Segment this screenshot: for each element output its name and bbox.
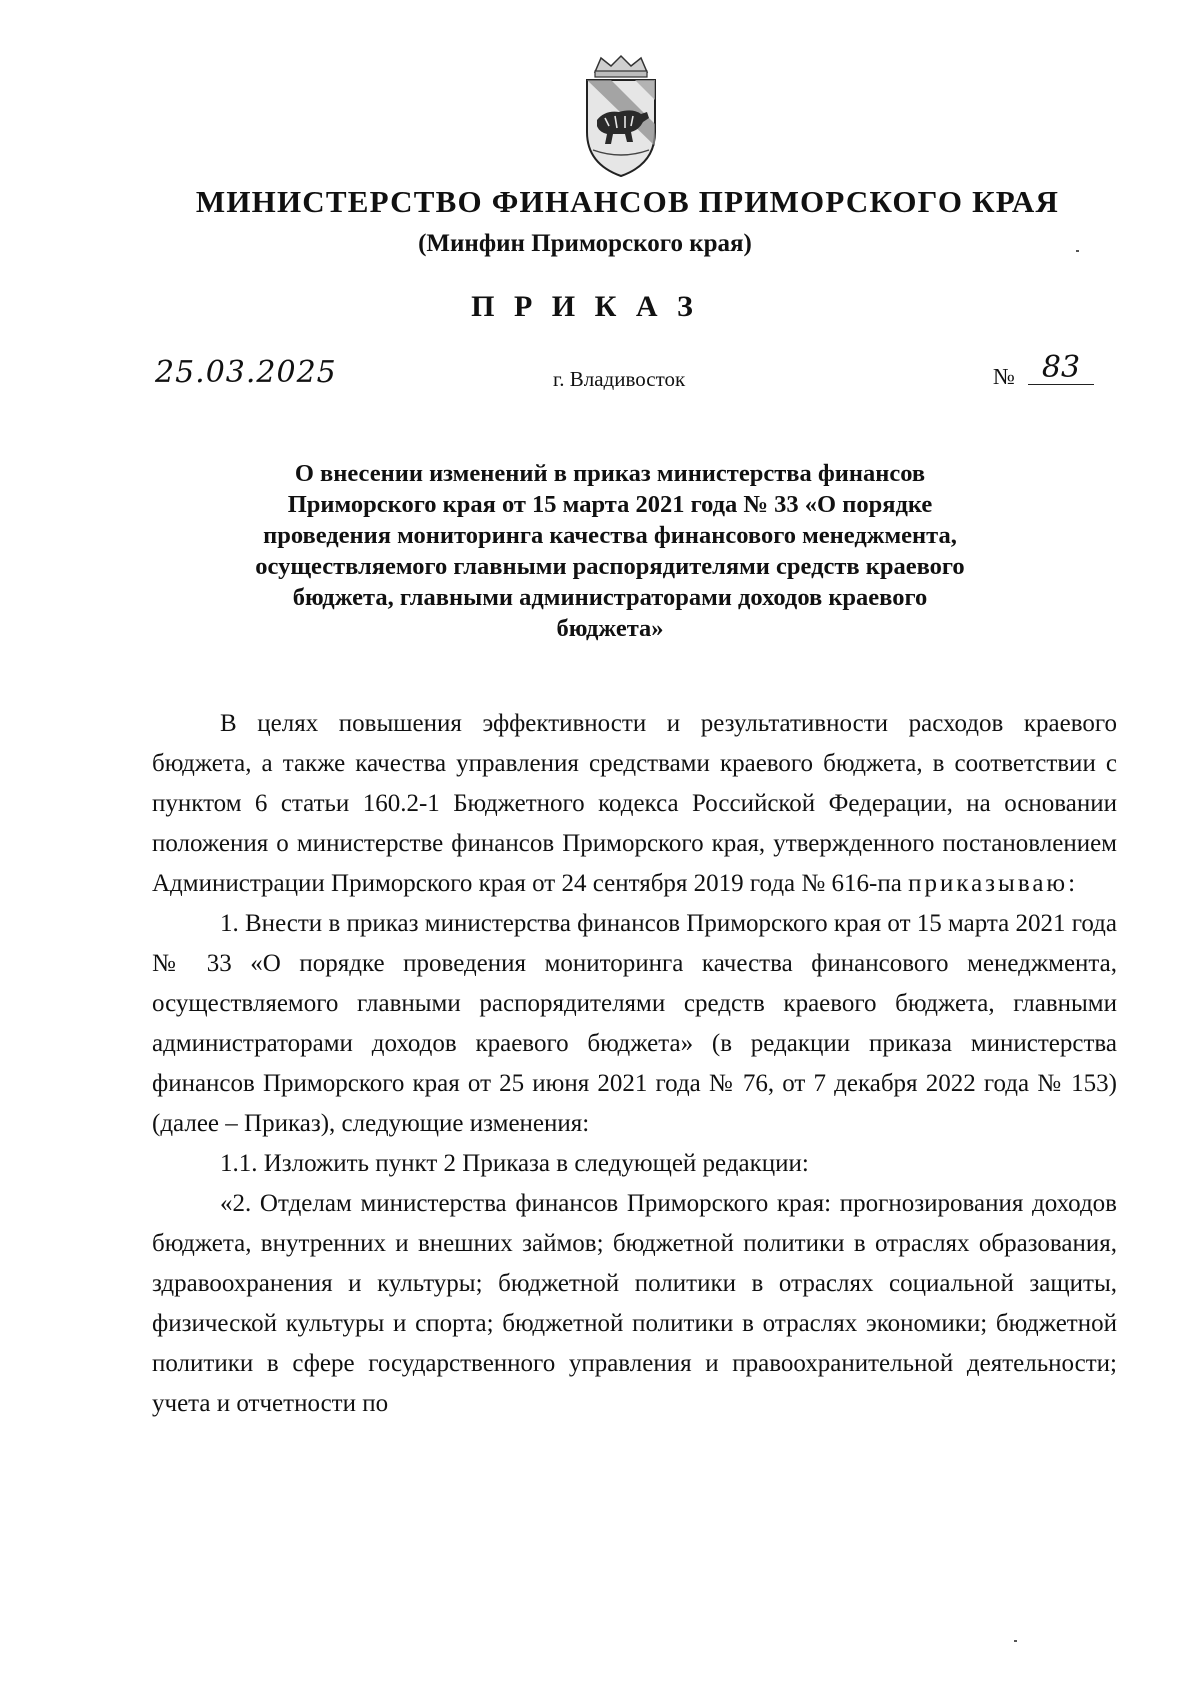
heading-line: осуществляемого главными распорядителями средств краевого <box>255 553 965 580</box>
heading-line: Приморского края от 15 марта 2021 года № 33 «О порядке <box>287 491 933 518</box>
ministry-short-name: (Минфин Приморского края) <box>418 230 752 257</box>
heading-line: бюджета, главными администраторами доходов краевого <box>292 584 928 611</box>
primorsky-coat-of-arms-icon <box>575 54 667 180</box>
document-type-title: П Р И К А З <box>471 290 699 323</box>
heading-line: О внесении изменений в приказ министерства финансов <box>294 460 926 487</box>
document-city: г. Владивосток <box>553 367 686 391</box>
document-date: 25.03.2025 <box>155 355 337 390</box>
body-paragraph-item-1: 1. Внести в приказ министерства финансов Приморского края от 15 марта 2021 года № 33 «О порядке проведения мониторинга качества финансового менеджмента, осуществляемого главными распорядителями средств краевого бюджета, главными администраторами доходов краевого бюджета» (в редакции приказа министерства финансов Приморского края от 25 июня 2021 года № 76, от 7 декабря 2022 года № 153) (далее – Приказ), следующие изменения: <box>152 910 1117 1137</box>
scan-artifact <box>1076 250 1079 252</box>
preamble-text: В целях повышения эффективности и результативности расходов краевого бюджета, а также качества управления средствами краевого бюджета, в соответствии с пунктом 6 статьи 160.2-1 Бюджетного кодекса Российской Федерации, на основании положения о министерстве финансов Приморского края, утвержденного постановлением Администрации Приморского края от 24 сентября 2019 года № 616-па <box>152 710 1117 897</box>
document-number-label: № <box>993 364 1015 389</box>
heading-line: проведения мониторинга качества финансового менеджмента, <box>263 522 957 549</box>
document-number: 83 <box>1028 352 1094 385</box>
body-paragraph-item-2-quote: «2. Отделам министерства финансов Приморского края: прогнозирования доходов бюджета, внутренних и внешних займов; бюджетной политики в отраслях образования, здравоохранения и культуры; бюджетной политики в отраслях социальной защиты, физической культуры и спорта; бюджетной политики в отраслях экономики; бюджетной политики в сфере государственного управления и правоохранительной деятельности; учета и отчетности по <box>152 1190 1117 1417</box>
body-paragraph-preamble <box>152 704 1117 904</box>
document-body <box>152 704 1117 1424</box>
ministry-name: МИНИСТЕРСТВО ФИНАНСОВ ПРИМОРСКОГО КРАЯ <box>195 184 1060 219</box>
heading-line: бюджета» <box>556 615 664 642</box>
scan-artifact <box>1014 1640 1017 1642</box>
document-heading <box>250 458 970 644</box>
body-paragraph-item-1-1: 1.1. Изложить пункт 2 Приказа в следующей редакции: <box>220 1150 809 1177</box>
order-word: приказываю: <box>908 870 1079 897</box>
